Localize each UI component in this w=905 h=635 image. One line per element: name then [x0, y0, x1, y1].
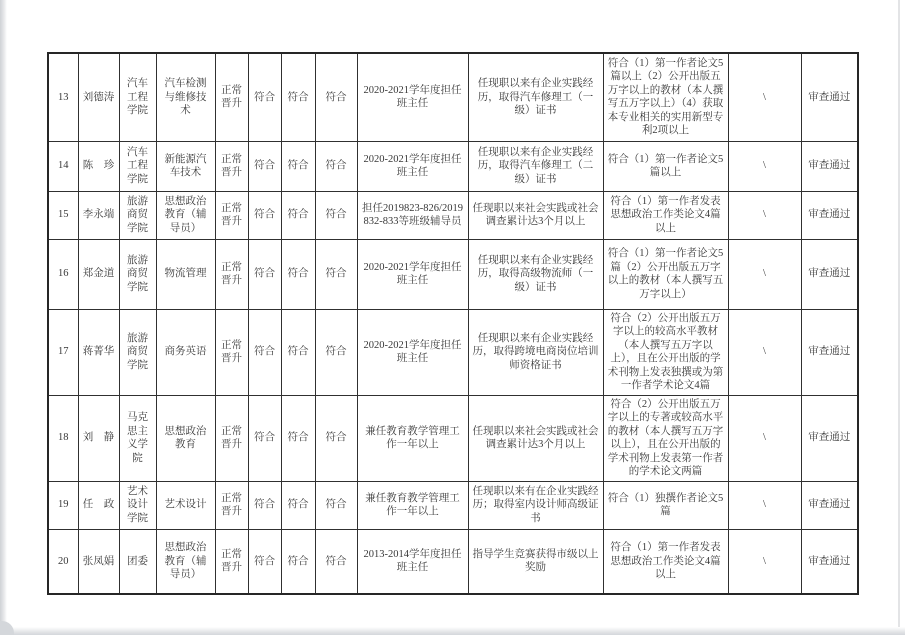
cell-practice: 任现职以来有企业实践经历，取得跨境电商岗位培训师资格证书 [468, 309, 603, 395]
cell-papers: 符合（1）第一作者发表思想政治工作类论文4篇以上 [603, 191, 728, 239]
cell-result: 审查通过 [801, 395, 858, 481]
cell-papers: 符合（1）第一作者论文5篇以上 [603, 141, 728, 191]
cell-college: 马克思主义学院 [119, 395, 156, 481]
cell-result: 审查通过 [801, 191, 858, 239]
cell-practice: 任现职以来有企业实践经历，取得汽车修理工（一级）证书 [468, 53, 603, 141]
cell-conform2: 符合 [281, 191, 315, 239]
cell-major: 新能源汽车技术 [156, 141, 215, 191]
cell-duty: 2020-2021学年度担任班主任 [357, 53, 468, 141]
table-row [48, 309, 858, 395]
review-table-body [48, 53, 858, 594]
cell-result: 审查通过 [801, 529, 858, 594]
cell-major: 物流管理 [156, 239, 215, 309]
cell-major: 思想政治教育（辅导员） [156, 529, 215, 594]
page-bottom-left-corner [0, 621, 14, 635]
cell-slash: \ [728, 529, 801, 594]
cell-duty: 2013-2014学年度担任班主任 [357, 529, 468, 594]
cell-name: 任 政 [78, 481, 119, 529]
cell-conform1: 符合 [248, 529, 281, 594]
cell-promo: 正常晋升 [215, 191, 248, 239]
cell-college: 旅游商贸学院 [119, 309, 156, 395]
cell-slash: \ [728, 141, 801, 191]
cell-conform2: 符合 [281, 141, 315, 191]
cell-slash: \ [728, 53, 801, 141]
page-left-edge [0, 0, 7, 635]
cell-major: 思想政治教育（辅导员） [156, 191, 215, 239]
cell-papers: 符合（2）公开出版五万字以上的专著或较高水平的教材（本人撰写五万字以上），且在公开出版的学术刊物上发表第一作者的学术论文两篇 [603, 395, 728, 481]
cell-slash: \ [728, 395, 801, 481]
cell-no: 13 [48, 53, 78, 141]
cell-college: 旅游商贸学院 [119, 239, 156, 309]
cell-conform2: 符合 [281, 309, 315, 395]
cell-papers: 符合（1）第一作者论文5篇（2）公开出版五万字以上的教材（本人撰写五万字以上） [603, 239, 728, 309]
cell-name: 李永端 [78, 191, 119, 239]
cell-college: 艺术设计学院 [119, 481, 156, 529]
cell-promo: 正常晋升 [215, 53, 248, 141]
cell-duty: 担任2019823-826/2019832-833等班级辅导员 [357, 191, 468, 239]
cell-promo: 正常晋升 [215, 141, 248, 191]
cell-result: 审查通过 [801, 53, 858, 141]
qualification-review-table [47, 52, 859, 595]
cell-slash: \ [728, 191, 801, 239]
cell-no: 18 [48, 395, 78, 481]
cell-no: 14 [48, 141, 78, 191]
cell-duty: 兼任教育教学管理工作一年以上 [357, 481, 468, 529]
table-row [48, 395, 858, 481]
cell-result: 审查通过 [801, 141, 858, 191]
cell-conform2: 符合 [281, 53, 315, 141]
table-row [48, 191, 858, 239]
cell-college: 团委 [119, 529, 156, 594]
cell-name: 郑金道 [78, 239, 119, 309]
table-row [48, 53, 858, 141]
cell-conform1: 符合 [248, 191, 281, 239]
cell-conform1: 符合 [248, 141, 281, 191]
cell-name: 刘德涛 [78, 53, 119, 141]
cell-conform1: 符合 [248, 395, 281, 481]
cell-conform2: 符合 [281, 395, 315, 481]
cell-name: 蒋菁华 [78, 309, 119, 395]
cell-result: 审查通过 [801, 481, 858, 529]
cell-duty: 2020-2021学年度担任班主任 [357, 239, 468, 309]
cell-conform1: 符合 [248, 239, 281, 309]
cell-slash: \ [728, 239, 801, 309]
table-row [48, 239, 858, 309]
cell-papers: 符合（1）独撰作者论文5篇 [603, 481, 728, 529]
cell-conform3: 符合 [315, 395, 357, 481]
cell-practice: 任现职以来社会实践或社会调查累计达3个月以上 [468, 191, 603, 239]
cell-no: 17 [48, 309, 78, 395]
cell-college: 汽车工程学院 [119, 53, 156, 141]
cell-name: 刘 静 [78, 395, 119, 481]
cell-duty: 2020-2021学年度担任班主任 [357, 309, 468, 395]
cell-practice: 任现职以来有企业实践经历，取得高级物流师（一级）证书 [468, 239, 603, 309]
cell-conform3: 符合 [315, 191, 357, 239]
cell-slash: \ [728, 481, 801, 529]
cell-papers: 符合（2）公开出版五万字以上的较高水平教材（本人撰写五万字以上），且在公开出版的学术刊物上发表独撰或为第一作者学术论文4篇 [603, 309, 728, 395]
table-row [48, 529, 858, 594]
cell-promo: 正常晋升 [215, 481, 248, 529]
cell-no: 16 [48, 239, 78, 309]
cell-conform1: 符合 [248, 309, 281, 395]
page-right-edge [898, 0, 900, 627]
cell-promo: 正常晋升 [215, 529, 248, 594]
cell-no: 20 [48, 529, 78, 594]
cell-college: 汽车工程学院 [119, 141, 156, 191]
cell-duty: 兼任教育教学管理工作一年以上 [357, 395, 468, 481]
cell-major: 汽车检测与维修技术 [156, 53, 215, 141]
cell-result: 审查通过 [801, 309, 858, 395]
cell-papers: 符合（1）第一作者发表思想政治工作类论文4篇以上 [603, 529, 728, 594]
cell-conform3: 符合 [315, 529, 357, 594]
cell-no: 15 [48, 191, 78, 239]
cell-major: 艺术设计 [156, 481, 215, 529]
cell-practice: 指导学生竞赛获得市级以上奖励 [468, 529, 603, 594]
cell-duty: 2020-2021学年度担任班主任 [357, 141, 468, 191]
cell-promo: 正常晋升 [215, 309, 248, 395]
cell-conform3: 符合 [315, 309, 357, 395]
cell-result: 审查通过 [801, 239, 858, 309]
cell-conform1: 符合 [248, 53, 281, 141]
cell-papers: 符合（1）第一作者论文5篇以上（2）公开出版五万字以上的教材（本人撰写五万字以上）（4）获取本专业相关的实用新型专利2项以上 [603, 53, 728, 141]
cell-conform3: 符合 [315, 141, 357, 191]
cell-conform2: 符合 [281, 481, 315, 529]
cell-conform2: 符合 [281, 239, 315, 309]
cell-major: 商务英语 [156, 309, 215, 395]
cell-no: 19 [48, 481, 78, 529]
cell-practice: 任现职以来有在企业实践经历；取得室内设计师高级证书 [468, 481, 603, 529]
page-bottom-edge [0, 627, 905, 635]
table-row [48, 481, 858, 529]
cell-college: 旅游商贸学院 [119, 191, 156, 239]
cell-practice: 任现职以来社会实践或社会调查累计达3个月以上 [468, 395, 603, 481]
cell-promo: 正常晋升 [215, 395, 248, 481]
cell-conform1: 符合 [248, 481, 281, 529]
cell-name: 陈 珍 [78, 141, 119, 191]
cell-slash: \ [728, 309, 801, 395]
cell-name: 张凤娟 [78, 529, 119, 594]
cell-promo: 正常晋升 [215, 239, 248, 309]
cell-practice: 任现职以来有企业实践经历，取得汽车修理工（二级）证书 [468, 141, 603, 191]
cell-conform3: 符合 [315, 481, 357, 529]
cell-conform3: 符合 [315, 239, 357, 309]
cell-conform3: 符合 [315, 53, 357, 141]
cell-conform2: 符合 [281, 529, 315, 594]
cell-major: 思想政治教育 [156, 395, 215, 481]
table-row [48, 141, 858, 191]
